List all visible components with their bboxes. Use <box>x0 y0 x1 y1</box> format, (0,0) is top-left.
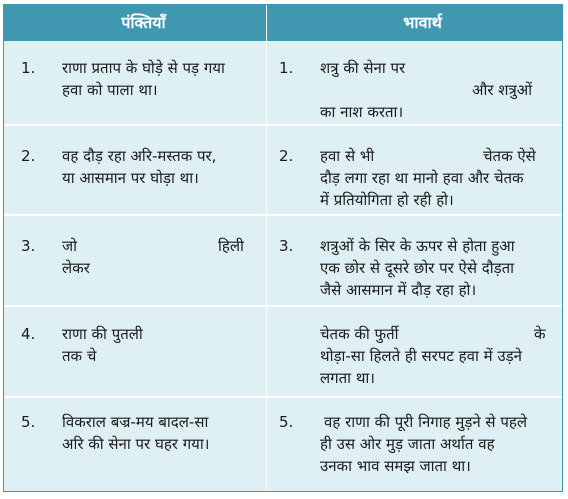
row-5-right-line-2: ही उस ओर मुड़ जाता अर्थात वह <box>320 435 495 453</box>
row-2-right-line-3: में प्रतियोगिता हो रही हो। <box>320 191 454 209</box>
table-header <box>4 5 562 41</box>
header-meaning: भावार्थ <box>403 13 442 32</box>
row-2-right-line-2: दौड़ लगा रहा था मानो हवा और चेतक <box>320 169 524 187</box>
row-5-left-number: 5. <box>21 413 36 431</box>
row-1-left-line-2: हवा को पाला था। <box>62 81 158 99</box>
row-3-right-number: 3. <box>279 237 294 255</box>
poem-meaning-table <box>3 4 563 492</box>
row-4-left-line-1: राणा की पुतली <box>62 325 143 343</box>
row-2-right-line-1b: चेतक ऐसे <box>483 147 536 165</box>
row-5-left-line-2: अरि की सेना पर घहर गया। <box>62 435 210 453</box>
header-lines: पंक्तियाँ <box>121 13 166 32</box>
row-3-right-line-2: एक छोर से दूसरे छोर पर ऐसे दौड़ता <box>320 259 515 277</box>
row-5-left-line-1: विकराल बज्र-मय बादल-सा <box>62 413 209 431</box>
row-2-left-line-1: वह दौड़ रहा अरि-मस्तक पर, <box>62 147 217 165</box>
row-2-left-number: 2. <box>21 147 36 165</box>
row-2-right-line-1a: हवा से भी <box>320 147 375 165</box>
row-5-right-number: 5. <box>279 413 294 431</box>
row-1-left-line-1: राणा प्रताप के घोड़े से पड़ गया <box>62 59 225 77</box>
row-separator <box>4 396 562 398</box>
row-1-right-number: 1. <box>279 59 294 77</box>
row-4-right-line-1b: के <box>534 325 546 343</box>
row-separator <box>4 305 562 307</box>
row-1-left-number: 1. <box>21 59 36 77</box>
row-1-right-line-1: शत्रु की सेना पर <box>320 59 406 77</box>
row-3-right-line-1: शत्रुओं के सिर के ऊपर से होता हुआ <box>320 237 515 255</box>
row-4-right-line-2: थोड़ा-सा हिलते ही सरपट हवा में उड़ने <box>320 347 522 365</box>
row-4-right-line-1a: चेतक की फुर्ती <box>320 325 399 343</box>
row-1-right-line-2: और शत्रुओं <box>472 81 533 99</box>
row-3-left-line-2: लेकर <box>62 259 90 277</box>
row-5-right-line-3: उनका भाव समझ जाता था। <box>320 457 471 475</box>
row-3-left-number: 3. <box>21 237 36 255</box>
row-separator <box>4 124 562 126</box>
row-3-left-line-1a: जो <box>62 237 78 255</box>
row-5-right-line-1: वह राणा की पूरी निगाह मुड़ने से पहले <box>324 413 527 431</box>
row-4-right-line-3: लगता था। <box>320 369 375 387</box>
column-divider <box>266 5 267 491</box>
row-3-right-line-3: जैसे आसमान में दौड़ रहा हो। <box>320 281 477 299</box>
row-4-left-number: 4. <box>21 325 36 343</box>
row-3-left-line-1b: हिली <box>218 237 244 255</box>
row-4-left-line-2: तक चे <box>62 347 97 365</box>
row-2-left-line-2: या आसमान पर घोड़ा था। <box>62 169 199 187</box>
row-1-right-line-3: का नाश करता। <box>320 103 404 121</box>
row-separator <box>4 214 562 216</box>
row-2-right-number: 2. <box>279 147 294 165</box>
